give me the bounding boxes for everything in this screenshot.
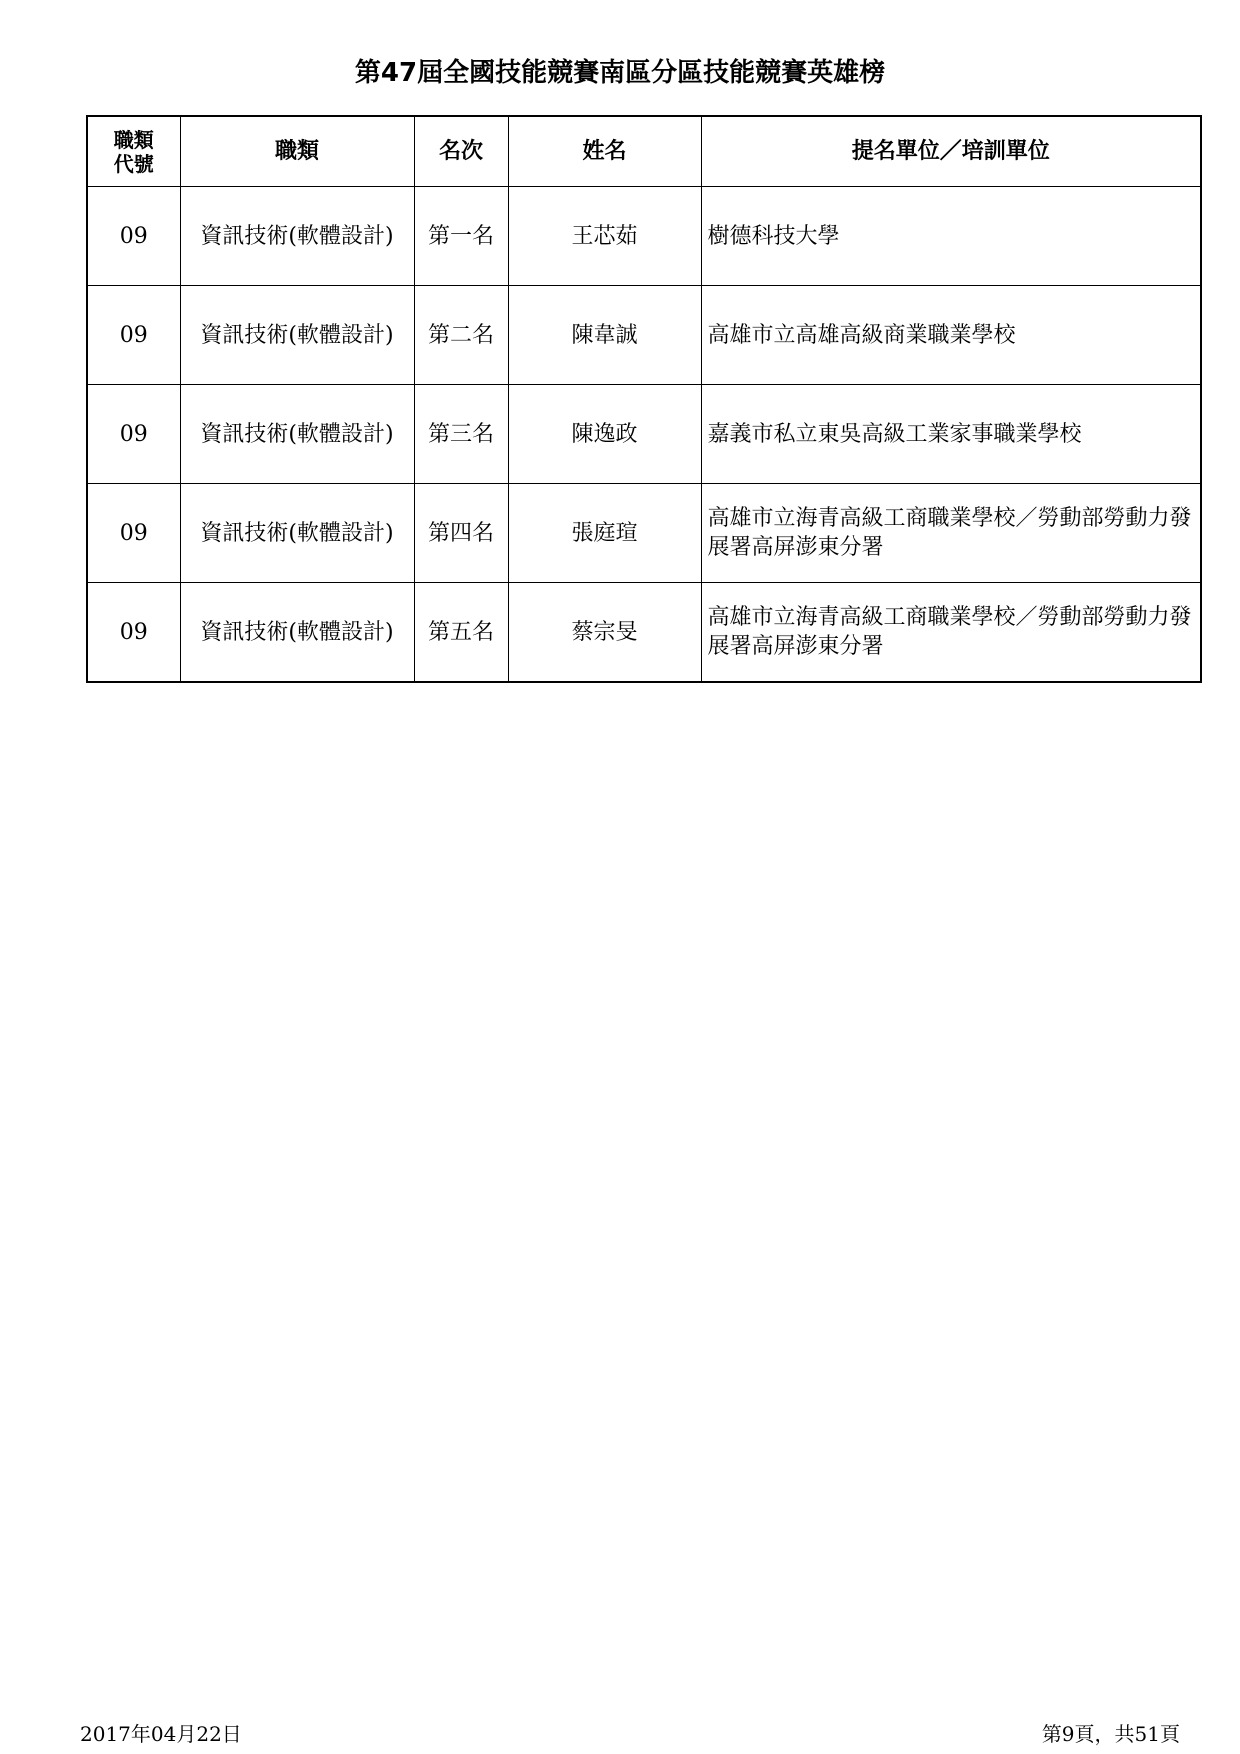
cell-rank: 第五名 xyxy=(414,583,508,683)
header-name: 姓名 xyxy=(508,116,701,187)
cell-code: 09 xyxy=(87,385,180,484)
cell-name: 陳韋誠 xyxy=(508,286,701,385)
cell-code: 09 xyxy=(87,286,180,385)
cell-code: 09 xyxy=(87,484,180,583)
cell-name: 蔡宗旻 xyxy=(508,583,701,683)
cell-unit: 高雄市立海青高級工商職業學校／勞動部勞動力發展署高屏澎東分署 xyxy=(701,484,1201,583)
footer-page-number: 第9頁，共51頁 xyxy=(1041,1722,1180,1746)
cell-trade: 資訊技術(軟體設計) xyxy=(180,583,414,683)
cell-rank: 第二名 xyxy=(414,286,508,385)
cell-code: 09 xyxy=(87,583,180,683)
cell-name: 王芯茹 xyxy=(508,187,701,286)
cell-code: 09 xyxy=(87,187,180,286)
footer-date: 2017年04月22日 xyxy=(80,1722,242,1746)
cell-rank: 第三名 xyxy=(414,385,508,484)
table-row xyxy=(87,286,1201,385)
table-header-row xyxy=(87,116,1201,187)
table-row xyxy=(87,583,1201,683)
header-trade: 職類 xyxy=(180,116,414,187)
cell-unit: 高雄市立海青高級工商職業學校／勞動部勞動力發展署高屏澎東分署 xyxy=(701,583,1201,683)
cell-trade: 資訊技術(軟體設計) xyxy=(180,484,414,583)
cell-trade: 資訊技術(軟體設計) xyxy=(180,286,414,385)
table-row xyxy=(87,187,1201,286)
cell-trade: 資訊技術(軟體設計) xyxy=(180,187,414,286)
header-trade-code xyxy=(87,116,180,187)
cell-unit: 嘉義市私立東吳高級工業家事職業學校 xyxy=(701,385,1201,484)
table-row xyxy=(87,385,1201,484)
cell-rank: 第四名 xyxy=(414,484,508,583)
page-title: 第47屆全國技能競賽南區分區技能競賽英雄榜 xyxy=(354,58,886,88)
cell-rank: 第一名 xyxy=(414,187,508,286)
hero-table xyxy=(86,115,1202,683)
header-unit: 提名單位／培訓單位 xyxy=(701,116,1201,187)
cell-unit: 樹德科技大學 xyxy=(701,187,1201,286)
cell-name: 陳逸政 xyxy=(508,385,701,484)
header-trade-code-line1: 職類 xyxy=(113,127,154,152)
header-trade-code-line2: 代號 xyxy=(113,151,154,176)
cell-name: 張庭瑄 xyxy=(508,484,701,583)
table-row xyxy=(87,484,1201,583)
header-rank: 名次 xyxy=(414,116,508,187)
cell-trade: 資訊技術(軟體設計) xyxy=(180,385,414,484)
cell-unit: 高雄市立高雄高級商業職業學校 xyxy=(701,286,1201,385)
